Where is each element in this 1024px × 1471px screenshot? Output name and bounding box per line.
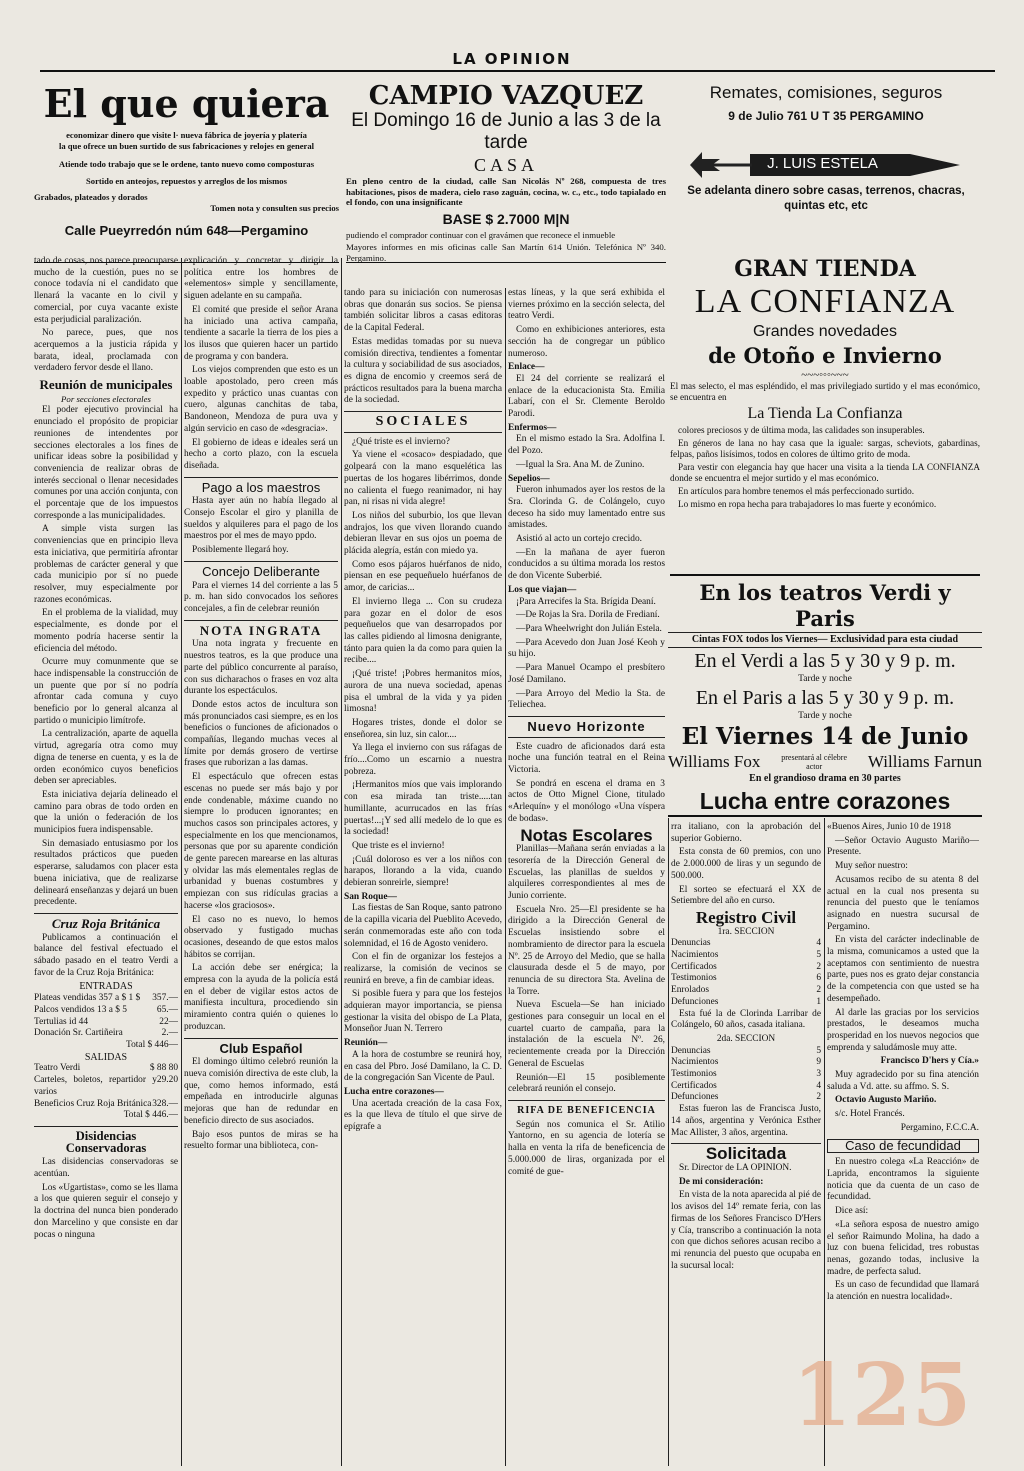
col5-p3: El sorteo se efectuará el XX de Setiembre del año en curso. <box>671 884 821 907</box>
registro-row-label: Testimonios <box>671 973 717 984</box>
col4-p10: —De Rojas la Sra. Dorila de Fredianí. <box>516 610 660 621</box>
col4-p3: El 24 del corriente se realizará el enlace de la educacionista Sta. Emilia Labarí, con el Sr. Clemente Beroldo Parodi. <box>508 373 665 420</box>
entradas-title: ENTRADAS <box>79 981 133 993</box>
salidas-row <box>34 1063 178 1075</box>
col3-p8: ¡Qué triste! ¡Pobres hermanitos míos, aurora de una nueva sociedad, apenas pisa el umbral de la vida y ya piden limosna! <box>344 669 502 715</box>
col3-p13: ¡Cuál doloroso es ver a los niños con harapos, llorando a la vida, cuando debieran sonreirle, siempre! <box>344 854 502 889</box>
ad-joyeria-line: Atiende todo trabajo que se le ordene, tanto nuevo como composturas <box>58 159 315 169</box>
col2-p7: Para el viernes 14 del corriente a las 5 p. m. han sido convocados los señores concejales, a fin de celebrar reunión <box>184 580 338 614</box>
salidas-row-label: Carteles, boletos, repartidor y varios <box>34 1075 157 1097</box>
ad-joyeria-address: Calle Pueyrredón núm 648—Pergamino <box>64 223 309 238</box>
heading-nuevo-horizonte: Nuevo Horizonte <box>527 718 646 734</box>
column-rule <box>668 818 669 1466</box>
col2-p12: La acción debe ser enérgica; la empresa con la ayuda de la policía está en el deber de vigilar estos actos de manifiesta incultura, procediendo sin miramiento contra quién o quienes lo produzcan. <box>184 963 338 1032</box>
col2-p3: Los viejos comprenden que esto es un loable apostolado, pero creen más expedito y práctico unas cuantas con cuero, algunas canchitas de taba, Bandoneon, Mendoza de pura uva y algún servicio en caso de «desgracia». <box>184 365 338 434</box>
col5-p8: En vista de la nota aparecida al pié de los avisos del 14º remate feria, con las firmas de los Señores Francisco D'Hers y Cía, transcribo a continuación la nota con que dichos señores acusan recibo a mi renuncia del puesto que ocupaba en la sucursal local: <box>671 1190 821 1271</box>
ad-teatros-title: En los teatros Verdi y Paris <box>699 580 951 631</box>
col2-p8: Una nota ingrata y frecuente en nuestros teatros, es la que produce una parte del público concurrente al paraíso, con sus dicharachos o frases en voz alta durante los espectáculos. <box>184 639 338 697</box>
col3-p1: tando para su iniciación con numerosas obras que donarán sus socios. Se piensa también solicitar libros a casas editoras de la Capital Federal. <box>344 288 502 334</box>
col3-p6: Como esos pájaros huérfanos de nido, piensan en ese pequeñuelo huérfanos de amor, de caricias... <box>344 559 502 594</box>
col5-p7: De mi consideración: <box>679 1176 764 1187</box>
col2-p2: El comité que preside el señor Arana ha iniciado una activa campaña, tendiente a sacarle la tierra de los pies a los ilusos que quieren hacer un partido de programa y con bandera. <box>184 304 338 362</box>
teatros-bottom-rule <box>668 815 982 817</box>
entradas-row <box>34 1028 178 1040</box>
subheading-municipales: Por secciones electorales <box>61 393 151 404</box>
col6-p8: Muy agradecido por su fina atención saluda a Vd. atte. su affmo. S. S. <box>827 1070 979 1092</box>
salidas-row-value: $ 88 80 <box>149 1063 178 1074</box>
registro-row <box>671 985 821 997</box>
heading-rifa: RIFA DE BENEFICENCIA <box>517 1105 656 1116</box>
col3-p7: El invierno llega ... Con su crudeza para gozar en el dolor de esos pequeñuelos que van desarropados por las calles pidiendo al limosna denigrante, tánto para quien la da como para quien la recibe.... <box>344 596 502 666</box>
registro-row-label: Nacimientos <box>671 1057 719 1068</box>
col1-p9: Sin demasiado entusiasmo por los resultados prácticos que pueden esperarse, saludamos con placer esta buena iniciativa, que de realizarse delineará enseñanzas y dejará un buen precedente. <box>34 838 178 908</box>
col1-p5: En el problema de la vialidad, muy especialmente, es donde por el momento podría hacerse sentir la eficiencia del método. <box>34 608 178 654</box>
entradas-row <box>34 993 178 1005</box>
salidas-table <box>34 1063 178 1110</box>
ad-joyeria-line: Tomen nota y consulten sus precios <box>210 202 339 213</box>
heading-viajan: Los que viajan— <box>508 584 577 595</box>
registro-row-value: 1 <box>816 996 821 1007</box>
col6-p10: s/c. Hotel Francés. <box>835 1109 905 1120</box>
heading-concejo: Concejo Deliberante <box>202 563 320 579</box>
entradas-row <box>34 1017 178 1029</box>
col4-p11: —Para Wheelwright don Julián Estela. <box>516 623 662 634</box>
salidas-row-value: 29.20 <box>156 1075 178 1086</box>
ad-confianza-p6: Lo mismo en ropa hecha para trabajadores lo mas fuerte y económico. <box>678 499 937 509</box>
heading-enfermos: Enfermos— <box>508 422 557 433</box>
col4-p21: Según nos comunica el Sr. Atilio Yantorno, en su agencia de lotería se halla en venta la rifa de beneficencia de 5.000.000 de liras, organizada por el comité de gue- <box>508 1119 665 1177</box>
registro-row <box>671 962 821 974</box>
registro-row-value: 2 <box>816 985 821 996</box>
col4-p9: ¡Para Arrecifes la Sta. Brígida Deaní. <box>516 596 656 607</box>
ad-confianza-line1: GRAN TIENDA <box>734 256 916 282</box>
col5-p5: Estas fueron las de Francisca Justo, 14 años, argentina y Verónica Esther Mac Allister, 3 años, argentina. <box>671 1104 821 1138</box>
col4-p8: —En la mañana de ayer fueron conducidos a su última morada los restos de don Vicente Suberbié. <box>508 547 665 582</box>
ad-teatros-presents-mid: presentará al célebre actor <box>781 753 847 771</box>
col6-p11: Pergamino, F.C.C.A. <box>900 1122 979 1133</box>
col2-p10: El espectáculo que ofrecen estas escenas no puede ser más bajo y por ende condenable, máxime cuando no siempre lo producen ignorantes; en muchos casos son principales actores, y especialmente en los que mencionamos, personas que por su aparente condición de gente parecen marearse en las alturas y olvidar las más elementales reglas de urbanidad y buenas costumbres y empiezan con sus ridículas gracias a hacerse «los graciosos». <box>184 772 338 911</box>
col1-p11: Las disidencias conservadoras se acentúan. <box>34 1157 178 1180</box>
ad-campio-terms: pudiendo el comprador continuar con el gravámen que reconece el inmueble <box>346 229 616 240</box>
col1-p6: Ocurre muy comunmente que se hace indispensable la construcción de un puente que por sí no podría afrontar cada comuna y cuyo beneficio por lo general alcanza al partido o municipio limítrofe. <box>34 657 178 726</box>
registro-row-value: 6 <box>816 973 821 984</box>
registro-row <box>671 938 821 950</box>
salidas-row-value: 328.— <box>152 1098 178 1109</box>
entradas-row-value: 65.— <box>156 1004 178 1015</box>
col5-p2: Esta consta de 60 premios, con uno de 2.000.000 de liras y un segundo de 500.000. <box>671 847 821 881</box>
col3-p16: Si posible fuera y para que los festejos adquieran mayor importancia, se piensa gestionar la visita del obispo de La Plata, Monseñor Juan N. Terrero <box>344 989 502 1035</box>
column-rule <box>505 288 506 1466</box>
masthead-rule <box>40 70 995 72</box>
col3-p14: Las fiestas de San Roque, santo patrono de la capilla vicaria del Pueblito Acevedo, serán conmemoradas este año con toda solemnidad, el 16 de Agosto venidero. <box>344 903 502 949</box>
ad-teatros-paris-note: Tarde y noche <box>798 711 852 721</box>
ad-confianza-p1: El mas selecto, el mas espléndido, el mas privilegiado surtido y el mas económico, se encuentra en <box>670 381 980 402</box>
heading-reunion: Reunión— <box>344 1038 388 1049</box>
col3-p2: Estas medidas tomadas por su nueva comisión directiva, tendientes a fomentar la cultura y sociabilidad de sus asociados, es digna de encomio y creemos será de prácticos resultados para la buena marcha de la sociedad. <box>344 336 502 406</box>
ad-campio-base: BASE $ 2.7000 M|N <box>442 210 570 227</box>
salidas-row <box>34 1075 178 1098</box>
ad-joyeria-line: economizar dinero que visite l· nueva fábrica de joyería y platería <box>66 130 307 140</box>
col6-p7: Francisco D'hers y Cía.» <box>880 1056 979 1067</box>
heading-club-espanol: Club Español <box>219 1040 303 1056</box>
registro-row-label: Enrolados <box>671 985 710 996</box>
registro-row <box>671 1081 821 1093</box>
entradas-row-label: Plateas vendidas 357 a $ 1 $ <box>34 993 141 1004</box>
ad-campio-subtitle: CASA <box>473 155 538 175</box>
heading-enlace: Enlace— <box>508 362 545 373</box>
col2-p14: Bajo esos puntos de miras se ha resuelto formar una biblioteca, con- <box>184 1129 338 1152</box>
ad-campio-contact: Mayores informes en mis oficinas calle San Martín 614 Unión. Telefónica Nº 340. Pergamino. <box>346 242 666 262</box>
heading-nota-ingrata: NOTA INGRATA <box>199 622 323 638</box>
registro-row <box>671 973 821 985</box>
col4-p14: —Para Arroyo del Medio la Sta. de Teliechea. <box>508 688 665 711</box>
col4-p17: Planillas—Mañana serán enviadas a la tesorería de la Dirección General de Escuelas, las planillas de sueldos y alquileres correspondientes al mes de Junio corriente. <box>508 844 665 902</box>
heading-lucha: Lucha entre corazones— <box>344 1087 444 1097</box>
col2-p9: Donde estos actos de incultura son más pronunciados casi siempre, es en los beneficios o funciones de aficionados o compañías, llegando muchas veces al límite por demás grosero de vertirse frases que ruborizan a las damas. <box>184 699 338 769</box>
heading-maestros: Pago a los maestros <box>201 479 321 495</box>
col4-p18: Escuela Nro. 25—El presidente se ha dirigido a la Dirección General de Escuelas insistiendo sobre el nombramiento de director para la escuela Nº. 25 de Arroyo del Medio, que se halla clausurada desde el 5 de mayo, por renuncia de su directora Sta. Avelina de la Torre. <box>508 904 665 997</box>
salidas-row <box>34 1099 178 1111</box>
col6-p14: «La señora esposa de nuestro amigo el señor Raimundo Molina, ha dado a luz con buena felicidad, tres robustas nenas, gozando todas, inclusive la madre, de perfecta salud. <box>827 1219 979 1277</box>
col4-p12: —Para Acevedo don Juan José Keoh y su hijo. <box>508 637 665 660</box>
heading-registro-civil: Registro Civil <box>695 907 797 927</box>
col4-p7: Asistió al acto un cortejo crecido. <box>516 534 642 545</box>
entradas-row <box>34 1005 178 1017</box>
col6-p4: Acusamos recibo de su atenta 8 del actual en la cual nos presenta su renuncia del puesto que le teníamos asignado en nuestra sucursal de Pergamino. <box>827 874 979 932</box>
ad-confianza-p3: En géneros de lana no hay casa que la iguale: sargas, scheviots, gabardinas, felpas, paños lisísimos, todos en colores de último grito de moda. <box>670 438 980 459</box>
salidas-row-label: Beneficios Cruz Roja Británica <box>34 1098 152 1109</box>
registro-row-label: Nacimientos <box>671 950 719 961</box>
col3-p9: Hogares tristes, donde el dolor se enseñorea, sin luz, sin calor.... <box>344 717 502 740</box>
registro-row <box>671 1069 821 1081</box>
registro-row-value: 9 <box>816 1057 821 1068</box>
ad-estela-note: Se adelanta dinero sobre casas, terrenos, chacras, quintas etc, etc <box>687 185 965 212</box>
col6-p15: Es un caso de fecundidad que llamará la atención en nuestra localidad». <box>827 1280 979 1303</box>
ad-confianza-line3: Grandes novedades <box>752 323 898 340</box>
ad-confianza-line2: LA CONFIANZA <box>694 283 956 320</box>
col6-p6: Al darle las gracias por los servicios prestados, le deseamos mucha prosperidad en los nuevos negocios que emprenda y saludámosle muy atte. <box>827 1007 979 1053</box>
col2-p13: El domingo último celebró reunión la nueva comisión directiva de este club, la que, como hemos informado, está empeñada en introducirle algunas mejoras que han de redundar en beneficio directo de sus asociados. <box>184 1057 338 1126</box>
heading-notas-escolares: Notas Escolares <box>520 825 653 845</box>
teatros-rule <box>670 574 980 576</box>
registro-row-value: 2 <box>816 961 821 972</box>
ad-campio-title: CAMPIO VAZQUEZ <box>368 82 644 111</box>
registro-row-label: Certificados <box>671 1080 717 1091</box>
ad-campio-date: El Domingo 16 de Junio a las 3 de la tarde <box>351 110 661 153</box>
col4-p16: Se pondrá en escena el drama en 3 actos de Otto Mignel Cione, titulado «Arlequín» y el monólogo «Una víspera de bodas». <box>508 778 665 824</box>
registro-row <box>671 1057 821 1069</box>
col1-p4: A simple vista surgen las conveniencias que en principio lleva esta iniciativa, que permitiría afrontar problemas de carácter general y que cada municipio por sí no puede resolver, muy especialmente por razones económicas. <box>34 524 178 605</box>
ad-teatros-presents-left: Williams Fox <box>668 752 761 771</box>
registro-row-label: Testimonios <box>671 1069 717 1080</box>
heading-cruz-roja: Cruz Roja Británica <box>51 915 161 931</box>
ad-confianza-p2: colores preciosos y de última moda, las calidades son insuperables. <box>678 425 925 435</box>
col1-p12: Los «Ugartistas», como se les llama a los que quieren seguir el consejo y la doctrina del nunca bien ponderado don Marcelino y que consiste en dar pocas o ninguna <box>34 1182 178 1240</box>
entradas-row-label: Tertulias id 44 <box>34 1016 89 1027</box>
ad-teatros-film: Lucha entre corazones <box>699 788 951 812</box>
ad-teatros-drama: En el grandioso drama en 30 partes <box>749 773 901 784</box>
page-number-stamp: 125 <box>792 1345 972 1446</box>
ad-campio-vazquez <box>346 82 666 262</box>
registro-row-label: Defunciones <box>671 1092 719 1103</box>
col4-p4: En el mismo estado la Sra. Adolfina I. del Pozo. <box>508 434 665 457</box>
entradas-row-value: 2.— <box>161 1028 178 1039</box>
col6-p1: «Buenos Aires, Junio 10 de 1918 <box>827 822 951 832</box>
col6-p13: Dice así: <box>835 1206 869 1217</box>
col1-p7: La centralización, aparte de aquella virtud, agregaría otra como muy digna de tenerse en cuenta, y es la de orden económico cuyos beneficios deben ser apreciables. <box>34 729 178 787</box>
registro-row <box>671 1046 821 1058</box>
heading-solicitada: Solicitada <box>705 1144 787 1164</box>
col3-p17: A la hora de costumbre se reunirá hoy, en casa del Pbro. José Damilano, la C. D. de la congregación San Vicente de Paul. <box>344 1049 502 1084</box>
column-2 <box>184 256 338 1466</box>
entradas-row-label: Donación Sr. Cartiñeira <box>34 1028 123 1039</box>
ad-la-confianza <box>670 255 980 570</box>
col1-p1: tado de cosas, nos parece preocuparse mucho de la cuestión, pues no se conoce todavía ni el candidato que llenará la vacante en lo civil y comercial, por cuya vacante existe esta perjudicial paralización. <box>34 256 178 325</box>
ad-joyeria-title: El que quiera <box>43 82 330 126</box>
col4-p15: Este cuadro de aficionados dará esta noche una función teatral en el Reina Victoria. <box>508 741 665 776</box>
ad-joyeria-line: Grabados, plateados y dorados <box>34 192 148 202</box>
ad-estela-name: J. LUIS ESTELA <box>767 155 878 172</box>
registro-row-value: 5 <box>816 1045 821 1056</box>
heading-fecundidad-text: Caso de fecundidad <box>845 1137 961 1153</box>
col6-p3: Muy señor nuestro: <box>835 861 908 872</box>
column-1 <box>34 256 178 1466</box>
ad-confianza-name: La Tienda La Confianza <box>747 405 903 422</box>
heading-sociales: SOCIALES <box>375 414 471 430</box>
salidas-title: SALIDAS <box>84 1051 128 1063</box>
registro-stats-1 <box>671 938 821 1008</box>
registro-row <box>671 950 821 962</box>
ad-teatros-paris: En el Paris a las 5 y 30 y 9 p. m. <box>695 687 955 709</box>
ad-teatros <box>668 580 982 812</box>
registro-sec2: 2da. SECCION <box>716 1033 776 1044</box>
ad-confianza-line4: de Otoño e Invierno <box>708 343 942 368</box>
ad-campio-body: En pleno centro de la ciudad, calle San Nicolás Nº 268, compuesta de tres habitaciones, pisos de madera, cielo raso zaguán, cocina, w. c., etc., todo tapialado en el fondo, con una insignificante <box>346 176 666 207</box>
registro-row-label: Denuncias <box>671 1045 711 1056</box>
section-rule <box>346 262 666 263</box>
heading-san-roque: San Roque— <box>344 891 397 902</box>
registro-row-label: Defunciones <box>671 996 719 1007</box>
salidas-row-label: Teatro Verdi <box>34 1063 81 1074</box>
registro-row-value: 2 <box>816 1092 821 1103</box>
col4-p13: —Para Manuel Ocampo el presbítero José Damilano. <box>508 663 665 685</box>
entradas-row-value: 357.— <box>152 993 178 1004</box>
registro-row-label: Denuncias <box>671 938 711 949</box>
ad-estela-address: 9 de Julio 761 U T 35 PERGAMINO <box>728 109 924 123</box>
col3-p12: Que triste es el invierno! <box>352 840 445 851</box>
registro-row-value: 5 <box>816 950 821 961</box>
col4-p2: Como en exhibiciones anteriores, esta sección ha de congregar un público numeroso. <box>508 325 665 359</box>
ad-teatros-sub: Cintas FOX todos los Viernes— Exclusividad para esta ciudad <box>668 632 982 648</box>
col2-p5: Hasta ayer aún no había llegado al Consejo Escolar el giro y planilla de sueldos y alquileres para el pago de los maestros por el mes de mayo ppdo. <box>184 496 338 542</box>
ad-joyeria-line: la que ofrece un buen surtido de sus fabricaciones y relojes en general <box>58 140 315 151</box>
col5-p4: Esta fué la de Clorinda Larribar de Colángelo, 60 años, casada italiana. <box>671 1008 821 1031</box>
entradas-total: Total $ 446— <box>126 1040 178 1050</box>
registro-row-label: Certificados <box>671 961 717 972</box>
col2-p4: El gobierno de ideas e ideales será un hecho a corto plazo, con la escuela diseñada. <box>184 437 338 471</box>
registro-sec1: 1ra. SECCION <box>717 926 775 937</box>
col2-p6: Posiblemente llegará hoy. <box>192 545 289 556</box>
col1-p8: Esta iniciativa dejaría delineado el camino para obras de todo orden en que la unión o federación de los municipios fuera indispensable. <box>34 789 178 836</box>
col5-p1: rra italiano, con la aprobación del superior Gobierno. <box>671 822 821 844</box>
col3-p11: ¡Hermanitos míos que vais implorando con esa mirada tan triste.....tan humillante, acurrucados en las frías puertas!...¡Y sed allí medelo de lo que es la sociedad! <box>344 780 502 838</box>
col6-p12: En nuestro colega «La Reacción» de Laprida, encontramos la siguiente noticia que da cuenta de un caso de fecundidad. <box>827 1157 979 1203</box>
heading-fecundidad <box>827 1139 979 1154</box>
col3-p18: Una acertada creación de la casa Fox, es la que lleva de título el que sirve de epígrafe a <box>344 1098 502 1133</box>
registro-row <box>671 1092 821 1104</box>
entradas-row-label: Palcos vendidos 13 a $ 5 <box>34 1004 127 1015</box>
registro-row-value: 3 <box>816 1069 821 1080</box>
ad-joyeria <box>34 82 339 252</box>
entradas-table <box>34 993 178 1040</box>
entradas-row-value: 22— <box>159 1016 178 1027</box>
col6-p5: En vista del carácter indeclinable de la misma, comunicamos a usted que la aceptamos con sentimiento de nuestra parte, pues nos es grato dejar constancia de la competencia con que usted se ha desempeñado. <box>827 935 979 1004</box>
column-rule <box>341 258 342 1466</box>
column-3 <box>344 288 502 1466</box>
col4-p19: Nueva Escuela—Se han iniciado gestiones para conseguir un local en el cuartel cuarto de campaña, para la instalación de la escuela Nº. 26, recientemente creada por la Dirección General de Escuelas <box>508 1000 665 1069</box>
ad-teatros-date: El Viernes 14 de Junio <box>681 723 969 750</box>
ad-estela-title: Remates, comisiones, seguros <box>709 83 943 102</box>
registro-stats-2 <box>671 1046 821 1105</box>
ad-teatros-verdi: En el Verdi a las 5 y 30 y 9 p. m. <box>694 650 956 672</box>
masthead: LA OPINION <box>452 50 572 68</box>
col3-p15: Con el fin de organizar los festejos a realizarse, la comisión de vecinos se reunirá en breve, a fin de cambiar ideas. <box>344 952 502 986</box>
col4-p5: —Igual la Sra. Ana M. de Zunino. <box>516 459 645 470</box>
heading-municipales: Reunión de municipales <box>39 377 173 393</box>
col2-p1: explicación y concretar y dirigir la política entre los hombres de «elementos» simple y sencillamente, siguen adelante en su campaña. <box>184 256 338 302</box>
col4-p1: estas líneas, y la que será exhibida el viernes próximo en la sección selecta, del teatro Verdi. <box>508 288 665 322</box>
col5-p6: Sr. Director de LA OPINION. <box>679 1162 792 1173</box>
ad-confianza-p5: En artículos para hombre tenemos el más perfeccionado surtido. <box>678 486 914 496</box>
col1-p3: El poder ejecutivo provincial ha enunciado el propósito de propiciar reuniones de intendentes por secciones electorales a los fines de unificar ideas sobre la posibilidad y conveniencia de realizar obras de interés seccional o llenar necesidades comunes por una acción conjunta, con el porcentaje que de los impuestos corresponde a las municipalidades. <box>34 405 178 521</box>
ornament-icon: ~~~◦◦◦~~~ <box>801 369 849 381</box>
col4-p20: Reunión—El 15 posiblemente celebrará reunión el consejo. <box>508 1072 665 1095</box>
col1-p2: No parece, pues, que nos acerquemos a la justicia rápida y barata, ideal, proclamada con verdadero fervor desde el llano. <box>34 328 178 374</box>
col1-p10: Publicamos a continuación el balance del festival efectuado el sábado pasado en el teatro Verdi a favor de la Cruz Roja Británica: <box>34 932 178 978</box>
col3-p4: Ya viene el «cosaco» despiadado, que golpeará con la mano esquelética las puertas de los hogares libérrimos, donde no calienta el fuego reanimador, ni hay pan, ni risas ni vida alegre! <box>344 450 502 508</box>
ad-confianza-p4: Para vestir con elegancia hay que hacer una visita a la tienda LA CONFIANZA donde se encuentra el mejor surtido y el mas económico. <box>670 462 980 483</box>
col6-p9: Octavio Augusto Mariño. <box>835 1095 937 1106</box>
ad-joyeria-line: Sortido en anteojos, repuestos y arreglos de los mismos <box>86 175 287 186</box>
registro-row <box>671 997 821 1009</box>
col3-p5: Los niños del suburbio, los que llevan andrajos, los que viven llorando cuando debieran llevar en sus ojos un poema de plácida alegría, están con miedo ya. <box>344 510 502 557</box>
ad-teatros-presents-right: Williams Farnun <box>867 752 982 771</box>
salidas-total: Total $ 446.— <box>123 1110 178 1121</box>
registro-row-value: 4 <box>816 1080 821 1091</box>
col3-p3: ¿Qué triste es el invierno? <box>352 436 450 447</box>
column-4 <box>508 288 665 1466</box>
heading-sepelios: Sepelios— <box>508 473 550 484</box>
ad-teatros-verdi-note: Tarde y noche <box>798 674 852 684</box>
col3-p10: Ya llega el invierno con sus ráfagas de frío....Como un escarnio a nuestra pobreza. <box>344 743 502 777</box>
column-rule <box>181 258 182 1466</box>
col2-p11: El caso no es nuevo, lo hemos observado y fustigado muchas ocasiones, deseando de que estos malos hábitos se corrijan. <box>184 914 338 960</box>
registro-row-value: 4 <box>816 938 821 949</box>
heading-disidencias: Disidencias Conservadoras <box>65 1128 147 1155</box>
col4-p6: Fueron inhumados ayer los restos de la Sra. Clorinda G. de Colángelo, cuyo deceso ha sido muy lamentado entre sus amistades. <box>508 485 665 531</box>
col6-p2: —Señor Octavio Augusto Mariño—Presente. <box>827 835 979 858</box>
